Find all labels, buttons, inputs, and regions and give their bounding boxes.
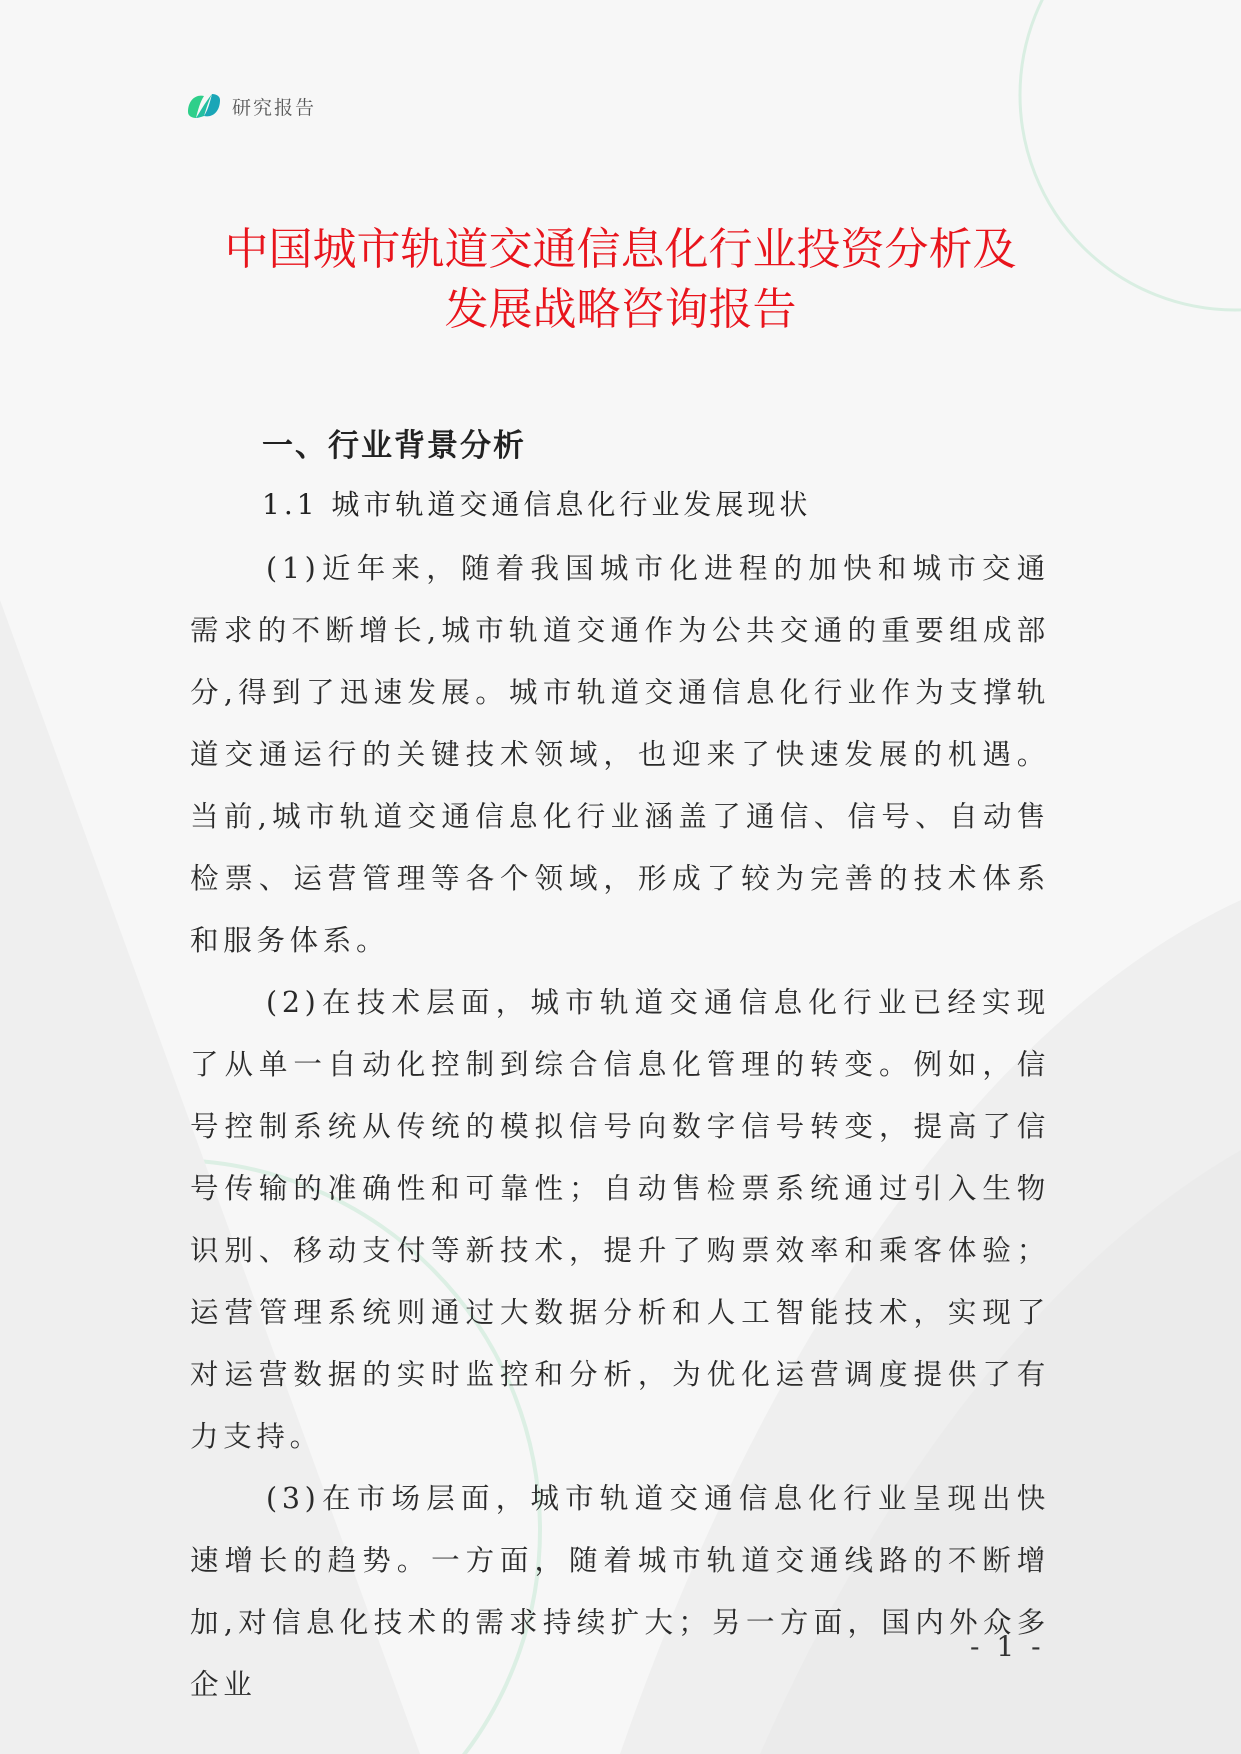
paragraph-1: (1)近年来，随着我国城市化进程的加快和城市交通需求的不断增长,城市轨道交通作为公共交通的重要组成部分,得到了迅速发展。城市轨道交通信息化行业作为支撑轨道交通运行的关键技术领域，也迎来了快速发展的机遇。当前,城市轨道交通信息化行业涵盖了通信、信号、自动售检票、运营管理等各个领域，形成了较为完善的技术体系和服务体系。 [190,552,1050,957]
leaf-logo-icon [186,90,222,122]
title-line-1: 中国城市轨道交通信息化行业投资分析及 [224,224,1017,275]
subsection-heading: 1.1 城市轨道交通信息化行业发展现状 [262,488,812,521]
section-heading: 一、行业背景分析 [262,428,526,464]
page-number: - 1 - [970,1630,1045,1663]
brand-label: 研究报告 [232,96,317,119]
title-line-2: 发展战略咨询报告 [444,284,797,335]
brand-header [186,90,316,122]
paragraph-2: (2)在技术层面，城市轨道交通信息化行业已经实现了从单一自动化控制到综合信息化管理的转变。例如，信号控制系统从传统的模拟信号向数字信号转变，提高了信号传输的准确性和可靠性；自动售检票系统通过引入生物识别、移动支付等新技术，提升了购票效率和乘客体验；运营管理系统则通过大数据分析和人工智能技术，实现了对运营数据的实时监控和分析，为优化运营调度提供了有力支持。 [190,986,1050,1453]
body-text [190,538,1050,1716]
paragraph-3: (3)在市场层面，城市轨道交通信息化行业呈现出快速增长的趋势。一方面，随着城市轨道交通线路的不断增加,对信息化技术的需求持续扩大；另一方面，国内外众多企业 [190,1482,1050,1701]
page-title [120,220,1121,340]
